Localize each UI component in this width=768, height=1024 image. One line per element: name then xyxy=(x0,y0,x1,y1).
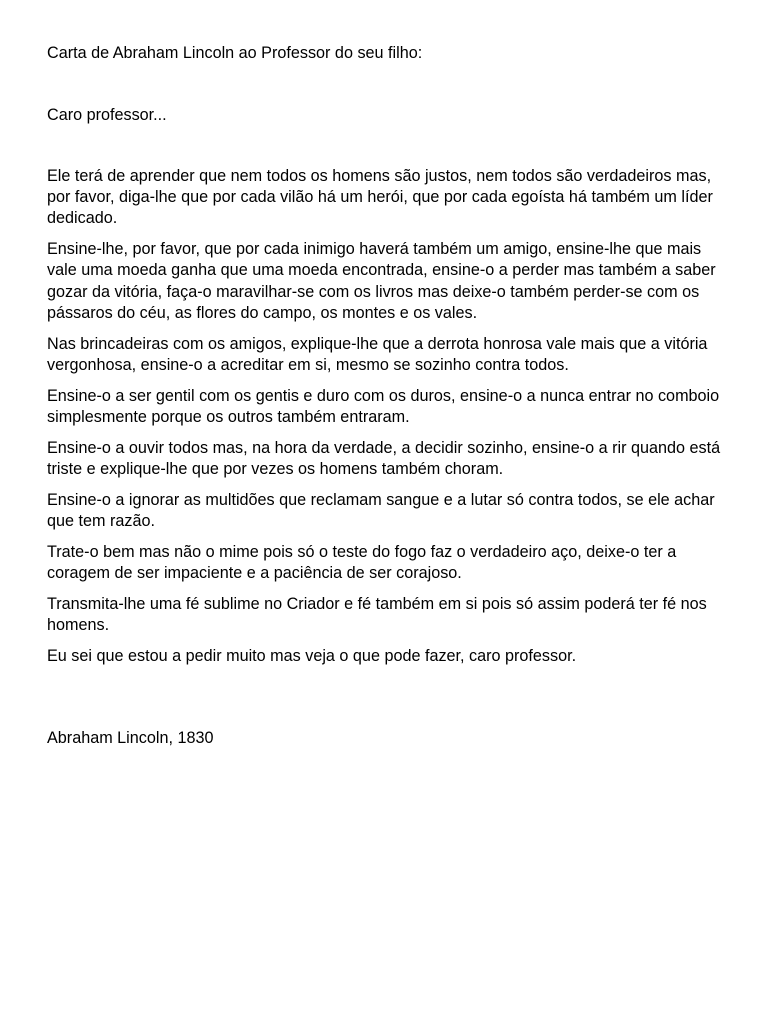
paragraph-6: Ensine-o a ignorar as multidões que reclamam sangue e a lutar só contra todos, se ele achar que tem razão. xyxy=(47,490,715,530)
paragraph-1: Ele terá de aprender que nem todos os homens são justos, nem todos são verdadeiros mas, por favor, diga-lhe que por cada vilão há um herói, que por cada egoísta há também um líder dedicado. xyxy=(47,167,713,228)
paragraph-3: Nas brincadeiras com os amigos, explique-lhe que a derrota honrosa vale mais que a vitória vergonhosa, ensine-o a acreditar em si, mesmo se sozinho contra todos. xyxy=(47,334,708,374)
paragraph-4: Ensine-o a ser gentil com os gentis e duro com os duros, ensine-o a nunca entrar no comboio simplesmente porque os outros também entraram. xyxy=(47,386,720,426)
paragraph-5: Ensine-o a ouvir todos mas, na hora da verdade, a decidir sozinho, ensine-o a rir quando está triste e explique-lhe que por vezes os homens também choram. xyxy=(47,438,721,478)
letter-title: Carta de Abraham Lincoln ao Professor do seu filho: xyxy=(47,44,423,62)
letter-salutation: Caro professor... xyxy=(47,106,167,124)
paragraph-9: Eu sei que estou a pedir muito mas veja o que pode fazer, caro professor. xyxy=(47,646,577,665)
paragraph-7: Trate-o bem mas não o mime pois só o teste do fogo faz o verdadeiro aço, deixe-o ter a coragem de ser impaciente e a paciência de ser corajoso. xyxy=(47,542,677,582)
letter-body xyxy=(47,166,727,676)
paragraph-8: Transmita-lhe uma fé sublime no Criador e fé também em si pois só assim poderá ter fé nos homens. xyxy=(47,594,707,634)
letter xyxy=(47,43,727,747)
paragraph-2: Ensine-lhe, por favor, que por cada inimigo haverá também um amigo, ensine-lhe que mais vale uma moeda ganha que uma moeda encontrada, ensine-o a perder mas também a saber gozar da vitória, faça-o maravilhar-se com os livros mas deixe-o também perder-se com os pássaros do céu, as flores do campo, os montes e os vales. xyxy=(47,240,716,322)
letter-signature: Abraham Lincoln, 1830 xyxy=(47,729,214,747)
